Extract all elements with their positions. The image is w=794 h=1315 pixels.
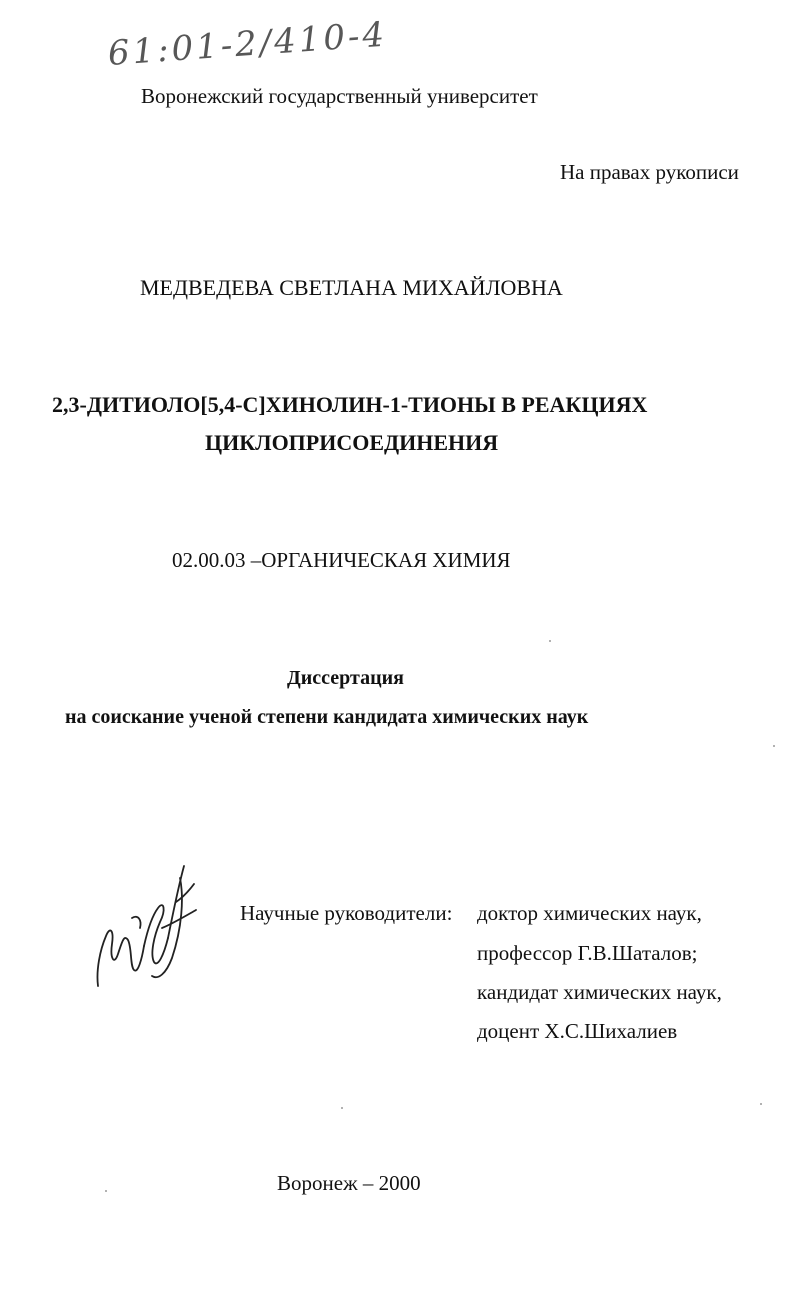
supervisor-line: доцент Х.С.Шихалиев [477,1019,678,1043]
degree-statement: на соискание ученой степени кандидата химических наук [65,706,589,728]
archive-code: 61:01-2/410-4 [106,14,389,74]
supervisor-line: доктор химических наук, [477,901,702,925]
university-name: Воронежский государственный университет [141,84,538,108]
supervisor-line: кандидат химических наук, [477,980,722,1004]
scan-speck [105,1190,107,1192]
rights-note: На правах рукописи [560,160,739,184]
city-year: Воронеж – 2000 [277,1171,421,1195]
scan-speck [549,640,551,642]
thesis-title-line-2: ЦИКЛОПРИСОЕДИНЕНИЯ [205,430,499,455]
author-name: МЕДВЕДЕВА СВЕТЛАНА МИХАЙЛОВНА [140,275,563,300]
scan-speck [341,1107,343,1109]
scan-speck [760,1103,762,1105]
thesis-title-line-1: 2,3-ДИТИОЛО[5,4-С]ХИНОЛИН-1-ТИОНЫ В РЕАКЦИЯХ [52,392,648,417]
supervisors-label: Научные руководители: [240,901,453,925]
scan-speck [773,745,775,747]
specialty-code: 02.00.03 –ОРГАНИЧЕСКАЯ ХИМИЯ [172,548,511,572]
signature-image [92,858,202,998]
work-type: Диссертация [287,667,404,689]
supervisor-line: профессор Г.В.Шаталов; [477,941,698,965]
